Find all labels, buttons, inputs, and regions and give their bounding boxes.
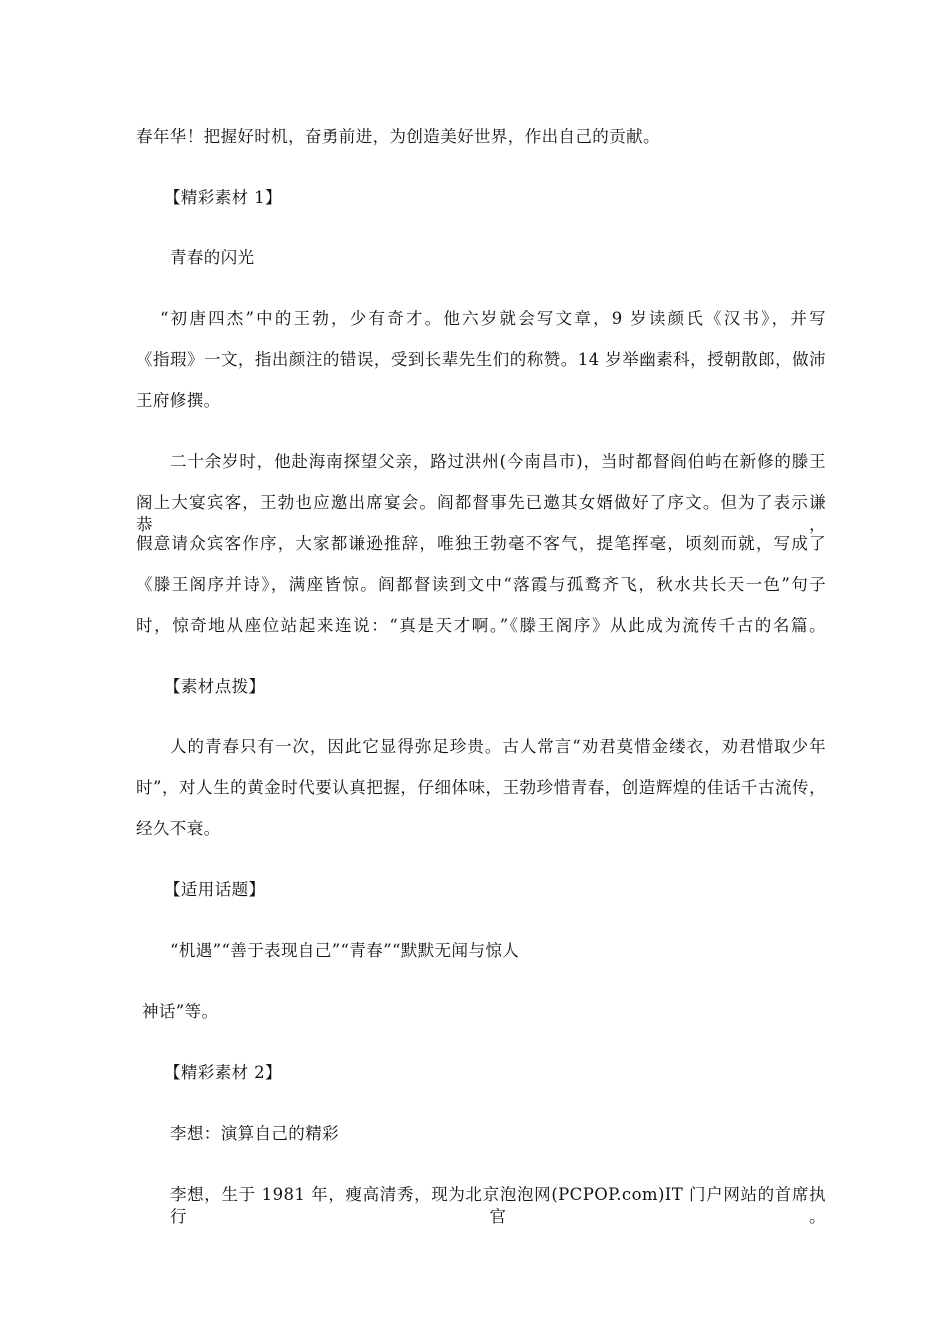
- text-line: 经久不衰。: [136, 819, 221, 838]
- section-heading-material-2: 【精彩素材 2】: [164, 1063, 282, 1082]
- section-heading-material-1: 【精彩素材 1】: [164, 188, 282, 207]
- text-line: 神话”等。: [142, 1002, 219, 1021]
- text-line: 阁上大宴宾客，王勃也应邀出席宴会。阎都督事先已邀其女婿做好了序文。但为了表示谦恭，: [136, 493, 826, 534]
- text-line: “机遇”“善于表现自己”“青春”“默默无闻与惊人: [170, 941, 520, 960]
- text-line: 王府修撰。: [136, 391, 221, 410]
- text-line: 二十余岁时，他赴海南探望父亲，路过洪州(今南昌市)，当时都督阎伯屿在新修的滕王: [170, 452, 826, 471]
- section-heading-topics: 【适用话题】: [164, 880, 266, 899]
- text-line: 人的青春只有一次，因此它显得弥足珍贵。古人常言“劝君莫惜金缕衣，劝君惜取少年: [170, 737, 826, 756]
- text-line: 《指瑕》一文，指出颜注的错误，受到长辈先生们的称赞。14 岁举幽素科，授朝散郎，做沛: [136, 350, 826, 369]
- text-line: “初唐四杰”中的王勃，少有奇才。他六岁就会写文章，9 岁读颜氏《汉书》，并写: [160, 309, 826, 328]
- material-title: 李想：演算自己的精彩: [170, 1124, 339, 1143]
- material-title: 青春的闪光: [170, 248, 255, 267]
- text-line: 假意请众宾客作序，大家都谦逊推辞，唯独王勃毫不客气，提笔挥毫，顷刻而就，写成了: [136, 534, 826, 553]
- text-line: 时，惊奇地从座位站起来连说：“真是天才啊。”《滕王阁序》从此成为流传千古的名篇。: [136, 616, 826, 635]
- text-line: 《滕王阁序并诗》，满座皆惊。阎都督读到文中“落霞与孤鹜齐飞，秋水共长天一色”句子: [136, 575, 826, 594]
- text-line: 时”，对人生的黄金时代要认真把握，仔细体味，王勃珍惜青春，创造辉煌的佳话千古流传，: [136, 778, 826, 797]
- text-line: 李想，生于 1981 年，瘦高清秀，现为北京泡泡网(PCPOP.com)IT 门户网站的首席执行官。: [170, 1185, 826, 1226]
- section-heading-tips: 【素材点拨】: [164, 677, 266, 696]
- text-line: 春年华！把握好时机，奋勇前进，为创造美好世界，作出自己的贡献。: [136, 127, 660, 146]
